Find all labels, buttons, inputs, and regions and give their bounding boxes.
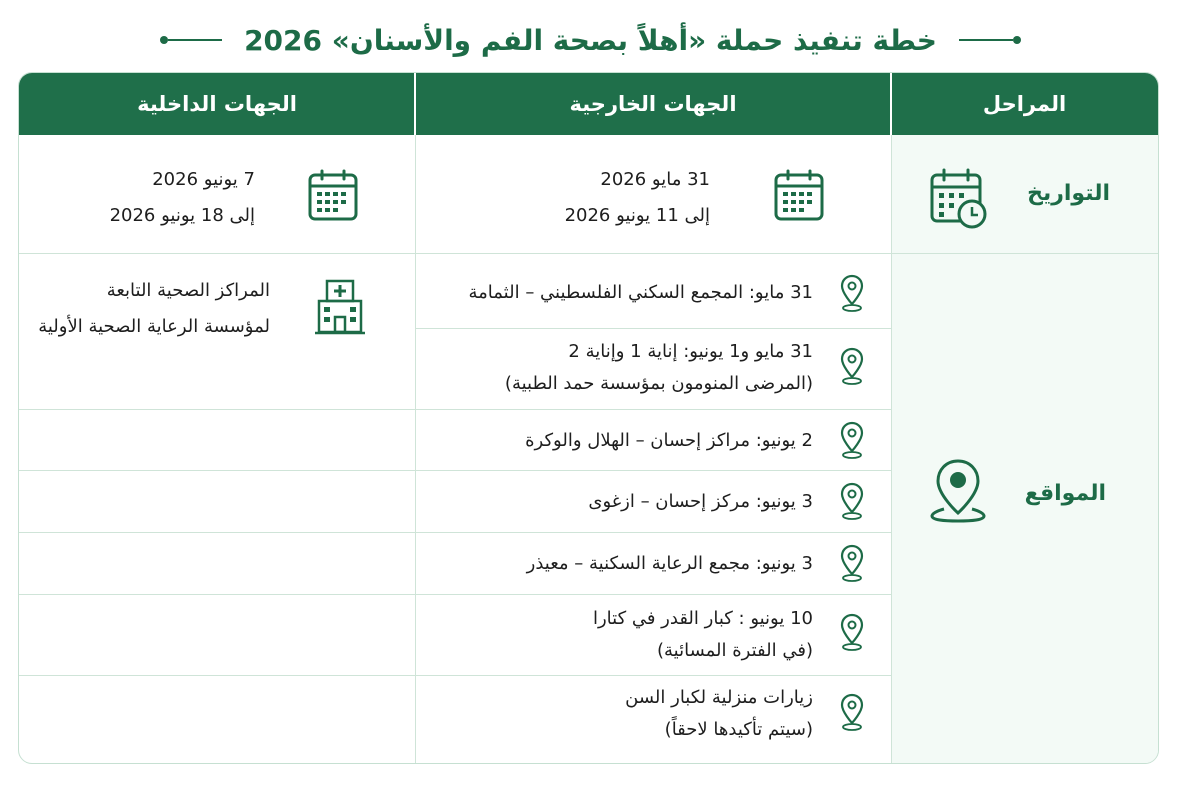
location-line: 31 مايو: المجمع السكني الفلسطيني – الثمامة: [468, 282, 813, 303]
location-pin-icon: [839, 274, 865, 314]
page-title: خطة تنفيذ حملة «أهلاً بصحة الفم والأسنان» 2026: [244, 23, 937, 57]
row-divider: [19, 253, 1158, 254]
row-divider: [19, 675, 891, 676]
header-divider: [414, 73, 416, 135]
internal-dates-end: إلى 18 يونيو 2026: [109, 205, 255, 226]
row-divider: [19, 409, 891, 410]
row-divider: [19, 594, 891, 595]
location-pin-icon: [839, 421, 865, 461]
location-line: 3 يونيو: مركز إحسان – ازغوى: [588, 491, 813, 512]
row-divider: [19, 470, 891, 471]
internal-location-line1: المراكز الصحية التابعة: [106, 280, 270, 301]
internal-dates-start: 7 يونيو 2026: [152, 169, 255, 190]
header-phases: المراحل: [891, 73, 1158, 135]
location-pin-icon: [839, 482, 865, 522]
header-divider: [890, 73, 892, 135]
location-line: 31 مايو و1 يونيو: إناية 1 وإناية 2: [568, 341, 813, 362]
column-divider: [415, 135, 416, 763]
column-divider: [891, 135, 892, 763]
location-line: زيارات منزلية لكبار السن: [625, 687, 813, 708]
title-bar: [0, 14, 1181, 66]
title-decoration-right: [959, 36, 1021, 44]
row-divider: [19, 532, 891, 533]
location-pin-icon: [839, 347, 865, 387]
location-line: 3 يونيو: مجمع الرعاية السكنية – معيذر: [526, 553, 813, 574]
hospital-icon: [315, 277, 365, 335]
header-external: الجهات الخارجية: [415, 73, 891, 135]
calendar-icon: [308, 169, 358, 221]
location-line: 2 يونيو: مراكز إحسان – الهلال والوكرة: [525, 430, 813, 451]
external-dates-end: إلى 11 يونيو 2026: [564, 205, 710, 226]
location-pin-icon: [839, 544, 865, 584]
header-internal: الجهات الداخلية: [19, 73, 415, 135]
plan-table: [18, 72, 1159, 764]
location-line: 10 يونيو : كبار القدر في كتارا: [592, 608, 813, 629]
calendar-clock-icon: [929, 167, 989, 231]
internal-location-line2: لمؤسسة الرعاية الصحية الأولية: [38, 316, 270, 337]
location-subline: (في الفترة المسائية): [656, 640, 813, 661]
phase-dates-label: التواريخ: [1027, 181, 1110, 206]
location-subline: (سيتم تأكيدها لاحقاً): [664, 719, 813, 740]
row-divider: [415, 328, 891, 329]
location-subline: (المرضى المنومون بمؤسسة حمد الطبية): [504, 373, 813, 394]
phase-locations-label: المواقع: [1024, 481, 1106, 506]
location-pin-icon: [839, 693, 865, 733]
external-dates-start: 31 مايو 2026: [600, 169, 710, 190]
calendar-icon: [774, 169, 824, 221]
title-decoration-left: [160, 36, 222, 44]
location-pin-icon: [839, 613, 865, 653]
map-pin-icon: [930, 457, 986, 523]
